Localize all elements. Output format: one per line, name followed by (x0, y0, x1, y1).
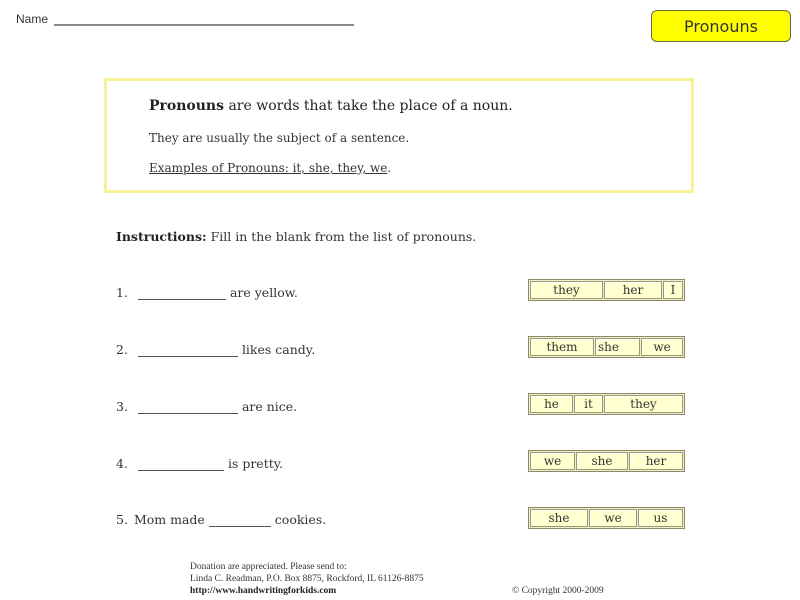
choice-box-3 (528, 393, 685, 415)
choice-option[interactable]: he (530, 395, 573, 413)
question-text: likes candy. (241, 342, 316, 357)
question-number: 1. (116, 285, 128, 300)
choice-option[interactable]: them (530, 338, 594, 356)
choice-option[interactable]: they (530, 281, 603, 299)
choice-option[interactable]: I (663, 281, 683, 299)
examples-text: Examples of Pronouns: it, she, they, we (149, 161, 388, 175)
name-blank-line[interactable] (54, 12, 354, 26)
choice-option[interactable]: she (576, 452, 628, 470)
instructions-text: Fill in the blank from the list of pronouns. (206, 229, 477, 244)
choice-option[interactable]: we (589, 509, 637, 527)
choice-box-5 (528, 507, 685, 529)
choice-box-1 (528, 279, 685, 301)
question-1 (116, 285, 298, 300)
answer-blank[interactable] (138, 401, 238, 414)
question-text: are nice. (241, 399, 298, 414)
question-3 (116, 399, 297, 414)
choice-option[interactable]: she (595, 338, 640, 356)
name-label: Name (16, 12, 49, 26)
question-number: 4. (116, 456, 128, 471)
definition-note: They are usually the subject of a sentence. (149, 131, 410, 145)
instructions (116, 229, 476, 244)
answer-blank[interactable] (138, 344, 238, 357)
definition-examples (149, 161, 391, 175)
answer-blank[interactable] (138, 458, 224, 471)
question-5 (116, 512, 326, 527)
choice-box-2 (528, 336, 685, 358)
question-4 (116, 456, 283, 471)
donation-note: Donation are appreciated. Please send to: (190, 562, 347, 572)
question-number: 3. (116, 399, 128, 414)
choice-option[interactable]: we (641, 338, 683, 356)
name-field-row (16, 12, 354, 26)
instructions-label: Instructions: (116, 229, 207, 244)
choice-option[interactable]: they (604, 395, 683, 413)
question-text: cookies. (274, 512, 327, 527)
definition-box (104, 78, 694, 193)
question-text: are yellow. (229, 285, 298, 300)
answer-blank[interactable] (209, 514, 271, 527)
definition-sentence (149, 98, 513, 114)
copyright-notice: © Copyright 2000-2009 (512, 586, 604, 596)
question-number: 2. (116, 342, 128, 357)
mailing-address: Linda C. Readman, P.O. Box 8875, Rockford, IL 61126-8875 (190, 574, 424, 584)
choice-option[interactable]: we (530, 452, 575, 470)
question-number: 5. (116, 512, 128, 527)
choice-option[interactable]: her (629, 452, 683, 470)
choice-option[interactable]: she (530, 509, 588, 527)
choice-option[interactable]: her (604, 281, 662, 299)
answer-blank[interactable] (138, 287, 226, 300)
question-prefix: Mom made (133, 512, 205, 527)
choice-box-4 (528, 450, 685, 472)
definition-text: are words that take the place of a noun. (224, 98, 513, 114)
question-2 (116, 342, 315, 357)
question-text: is pretty. (227, 456, 284, 471)
choice-option[interactable]: us (638, 509, 683, 527)
examples-period: . (387, 161, 392, 175)
choice-option[interactable]: it (574, 395, 603, 413)
website-link[interactable]: http://www.handwritingforkids.com (190, 586, 337, 596)
definition-term: Pronouns (149, 98, 224, 114)
footer-donation (190, 561, 424, 597)
worksheet-title-badge: Pronouns (651, 10, 791, 42)
